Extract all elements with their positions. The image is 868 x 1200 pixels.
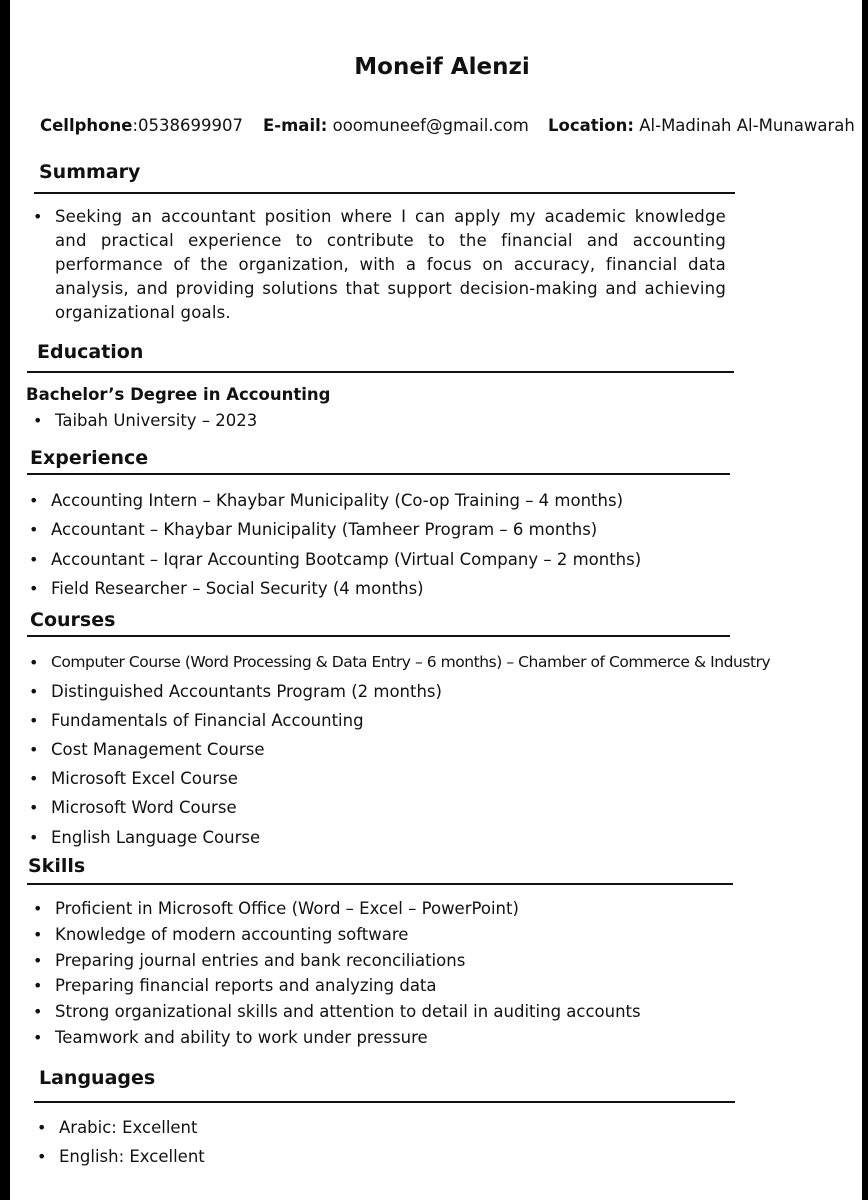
list-item: • English: Excellent (59, 1143, 205, 1172)
location-label: Location: (548, 116, 634, 135)
left-page-edge (0, 0, 10, 1200)
contact-cellphone (40, 116, 243, 135)
experience-heading: Experience (30, 447, 149, 469)
skills-list (55, 896, 641, 1051)
list-item: • Proficient in Microsoft Office (Word – Excel – PowerPoint) (55, 896, 641, 922)
education-heading: Education (37, 341, 144, 363)
list-item: • Distinguished Accountants Program (2 months) (51, 677, 770, 706)
location-value: Al-Madinah Al-Munawarah (639, 116, 855, 135)
list-item: • Knowledge of modern accounting software (55, 922, 641, 948)
education-list (55, 411, 257, 431)
email-value: ooomuneef@gmail.com (332, 116, 529, 135)
summary-heading: Summary (39, 161, 141, 183)
list-item: • Computer Course (Word Processing & Data Entry – 6 months) – Chamber of Commerce & Industry (51, 648, 770, 677)
skills-divider (27, 883, 733, 885)
languages-heading: Languages (39, 1067, 156, 1089)
list-item: • Microsoft Excel Course (51, 764, 770, 793)
email-label: E-mail: (263, 116, 328, 135)
languages-divider (34, 1101, 735, 1103)
contact-location (548, 116, 855, 135)
list-item: • Accountant – Iqrar Accounting Bootcamp (Virtual Company – 2 months) (51, 545, 641, 574)
cellphone-value: :0538699907 (132, 116, 243, 135)
summary-item: • Seeking an accountant position where I can apply my academic knowledge and practical experience to contribute to the financial and accounting performance of the organization, with a focus on accuracy, financial data analysis, and providing solutions that support decision-making and achieving organizational goals. (55, 205, 726, 325)
degree-title: Bachelor’s Degree in Accounting (26, 385, 331, 404)
list-item: • English Language Course (51, 823, 770, 852)
list-item: • Arabic: Excellent (59, 1114, 205, 1143)
list-item: • Microsoft Word Course (51, 793, 770, 822)
list-item: • Cost Management Course (51, 735, 770, 764)
list-item: • Preparing journal entries and bank reconciliations (55, 948, 641, 974)
list-item: • Accountant – Khaybar Municipality (Tamheer Program – 6 months) (51, 515, 641, 544)
list-item: • Strong organizational skills and attention to detail in auditing accounts (55, 999, 641, 1025)
experience-list (51, 486, 641, 603)
list-item: • Field Researcher – Social Security (4 months) (51, 574, 641, 603)
skills-heading: Skills (28, 855, 86, 877)
contact-email (263, 116, 529, 135)
resume-name: Moneif Alenzi (354, 54, 530, 80)
courses-divider (27, 635, 730, 637)
summary-divider (34, 192, 735, 194)
experience-divider (27, 473, 730, 475)
list-item: • Fundamentals of Financial Accounting (51, 706, 770, 735)
education-divider (27, 371, 734, 373)
courses-heading: Courses (30, 609, 116, 631)
summary-list (55, 205, 726, 325)
courses-list (51, 648, 770, 852)
languages-list (59, 1114, 205, 1171)
cellphone-label: Cellphone (40, 116, 133, 135)
list-item: • Taibah University – 2023 (55, 411, 257, 431)
list-item: • Preparing financial reports and analyzing data (55, 973, 641, 999)
right-page-edge (862, 0, 868, 1200)
list-item: • Teamwork and ability to work under pressure (55, 1025, 641, 1051)
list-item: • Accounting Intern – Khaybar Municipality (Co-op Training – 4 months) (51, 486, 641, 515)
